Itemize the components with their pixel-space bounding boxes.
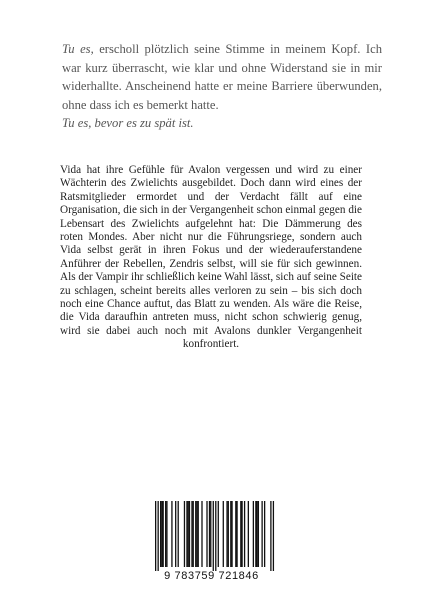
barcode-bar <box>264 501 265 567</box>
barcode-bar <box>253 501 254 567</box>
barcode-bar <box>155 501 156 571</box>
barcode-bar <box>236 501 237 567</box>
barcode-bar <box>231 501 232 567</box>
blurb-text: Vida hat ihre Gefühle für Avalon vergessen und wird zu einer Wächterin des Zwielichts ausgebildet. Doch dann wird eines der Ratsmitglieder ermordet und der Verdacht fällt auf eine Organisation, die sich in der Vergangenheit schon einmal gegen die Lebensart des Zwielichts aufgelehnt hat: Die Dämmerung des roten Mondes. Aber nicht nur die Führungsriege, sondern auch Vida selbst gerät in ihren Fokus und der wiederauferstandene Anführer der Rebellen, Zendris selbst, will sie für sich gewinnen. Als der Vampir ihr schließlich keine Wahl lässt, sich auf seine Seite zu schlagen, scheint bereits alles verloren zu sein – bis sich doch noch eine Chance auftut, das Blatt zu wenden. Als wäre die Reise, die Vida daraufhin antreten muss, nicht schon schwierig genug, wird sie dabei auch noch mit Avalons dunkler Vergangenheit konfrontiert. <box>60 164 362 351</box>
barcode-bar <box>165 501 166 567</box>
barcode-bar <box>160 501 161 567</box>
barcode-bar <box>191 501 192 567</box>
barcode-bar <box>228 501 229 567</box>
barcode-bar <box>213 501 214 571</box>
barcode-bar <box>184 501 185 567</box>
barcode-bar <box>186 501 187 567</box>
barcode-bar <box>255 501 256 567</box>
barcode-bar <box>248 501 249 567</box>
barcode-bar <box>188 501 189 567</box>
barcode-bar <box>166 501 167 567</box>
excerpt-italic-opening: Tu es, <box>62 42 94 56</box>
barcode-bar <box>235 501 236 567</box>
barcode-bar <box>240 501 241 567</box>
barcode-bar <box>223 501 224 567</box>
barcode-bar <box>196 501 197 567</box>
barcode-bar <box>215 501 216 571</box>
barcode-bar <box>178 501 179 567</box>
barcode-bar <box>244 501 245 567</box>
barcode-bars-icon <box>147 499 276 571</box>
barcode-bar <box>270 501 271 571</box>
barcode-bar <box>218 501 219 567</box>
barcode-bar <box>241 501 242 567</box>
barcode-bar <box>258 501 259 567</box>
barcode-bar <box>195 501 196 567</box>
barcode-bar <box>163 501 164 567</box>
barcode-bar <box>175 501 176 567</box>
barcode-bar <box>256 501 257 567</box>
barcode-bar <box>189 501 190 567</box>
barcode-bar <box>193 501 194 567</box>
barcode-bar <box>201 501 202 567</box>
excerpt-italic-closing: Tu es, bevor es zu spät ist. <box>62 116 194 130</box>
barcode-bar <box>210 501 211 567</box>
barcode-bar <box>273 501 274 571</box>
barcode-bar <box>198 501 199 567</box>
isbn-number: 9 783759 721846 <box>164 570 259 582</box>
barcode-bar <box>230 501 231 567</box>
barcode-bar <box>171 501 172 567</box>
barcode-bar <box>261 501 262 567</box>
barcode-bar <box>209 501 210 567</box>
excerpt-quote <box>62 40 382 133</box>
barcode-bar <box>158 501 159 571</box>
excerpt-body: erscholl plötzlich seine Stimme in meinem Kopf. Ich war kurz überrascht, wie klar und ohne Widerstand sie in mir widerhallte. Anscheinend hatte er meine Barriere überwunden, ohne dass ich es bemerkt hatte. <box>62 42 382 112</box>
barcode-bar <box>161 501 162 567</box>
barcode-bar <box>226 501 227 567</box>
isbn-barcode <box>147 499 276 585</box>
barcode-bar <box>206 501 207 567</box>
